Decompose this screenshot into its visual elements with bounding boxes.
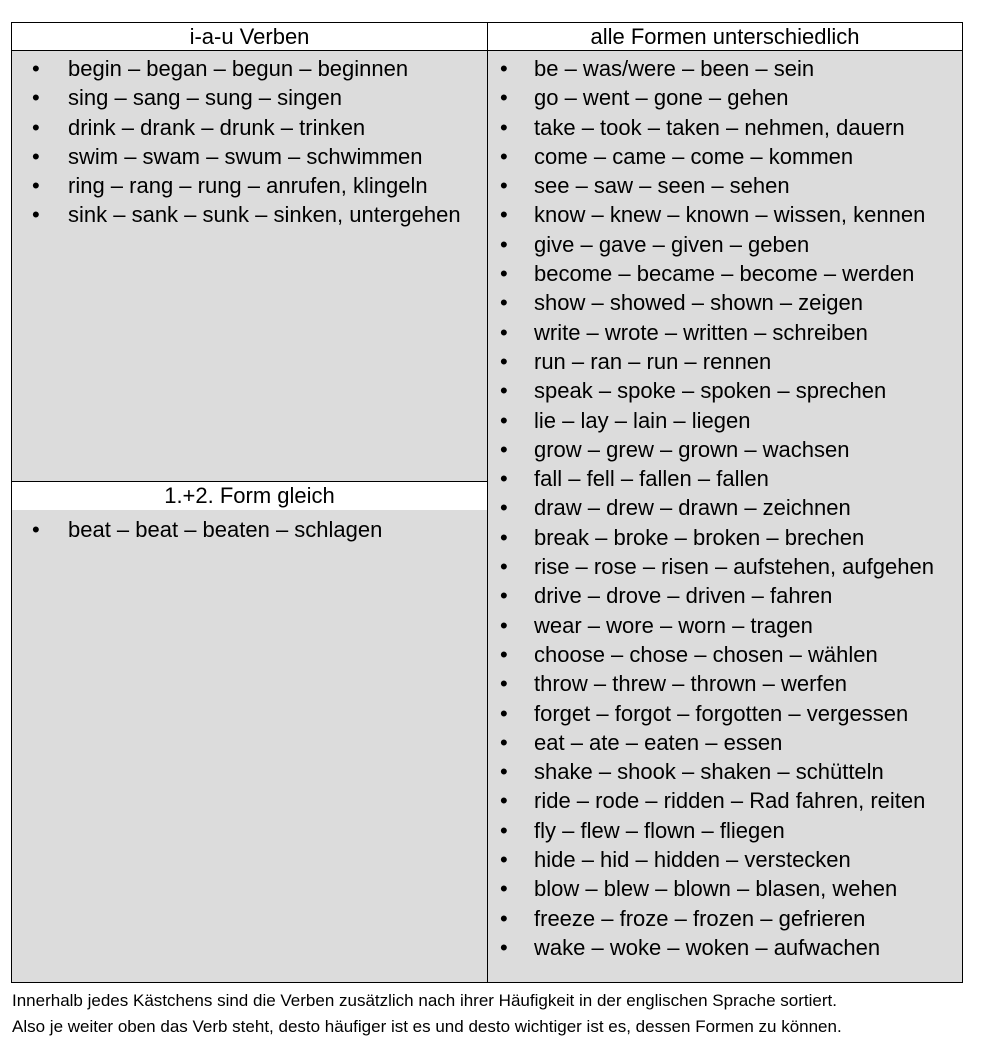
verb-item: • drink – drank – drunk – trinken xyxy=(12,113,487,142)
verb-list-i-a-u xyxy=(12,54,487,230)
verb-item: • shake – shook – shaken – schütteln xyxy=(488,757,962,786)
verb-table xyxy=(11,22,963,983)
verb-item: • ride – rode – ridden – Rad fahren, reiten xyxy=(488,786,962,815)
verb-item: • become – became – become – werden xyxy=(488,259,962,288)
verb-item: • swim – swam – swum – schwimmen xyxy=(12,142,487,171)
verb-item: • begin – began – begun – beginnen xyxy=(12,54,487,83)
right-column xyxy=(488,23,962,982)
verb-item: • sink – sank – sunk – sinken, untergehen xyxy=(12,200,487,229)
header-i-a-u-verben: i-a-u Verben xyxy=(12,23,487,51)
verb-item: • throw – threw – thrown – werfen xyxy=(488,669,962,698)
verb-item: • show – showed – shown – zeigen xyxy=(488,288,962,317)
footer-line-1: Innerhalb jedes Kästchens sind die Verben zusätzlich nach ihrer Häufigkeit in der englischen Sprache sortiert. xyxy=(12,991,837,1010)
verb-item: • see – saw – seen – sehen xyxy=(488,171,962,200)
verb-item: • blow – blew – blown – blasen, wehen xyxy=(488,874,962,903)
cell-i-a-u-verben xyxy=(12,51,487,482)
header-form-gleich: 1.+2. Form gleich xyxy=(12,482,487,510)
verb-item: • sing – sang – sung – singen xyxy=(12,83,487,112)
verb-item: • fall – fell – fallen – fallen xyxy=(488,464,962,493)
left-column xyxy=(12,23,488,982)
verb-item: • fly – flew – flown – fliegen xyxy=(488,816,962,845)
header-alle-formen: alle Formen unterschiedlich xyxy=(488,23,962,51)
footer-note xyxy=(12,988,992,1040)
verb-item: • run – ran – run – rennen xyxy=(488,347,962,376)
verb-item: • freeze – froze – frozen – gefrieren xyxy=(488,904,962,933)
verb-item: • speak – spoke – spoken – sprechen xyxy=(488,376,962,405)
verb-item: • give – gave – given – geben xyxy=(488,230,962,259)
cell-form-gleich xyxy=(12,510,487,982)
verb-item: • wake – woke – woken – aufwachen xyxy=(488,933,962,962)
verb-item: • grow – grew – grown – wachsen xyxy=(488,435,962,464)
verb-item: • choose – chose – chosen – wählen xyxy=(488,640,962,669)
verb-item: • ring – rang – rung – anrufen, klingeln xyxy=(12,171,487,200)
verb-item: • draw – drew – drawn – zeichnen xyxy=(488,493,962,522)
verb-list-form-gleich xyxy=(12,515,487,544)
verb-item: • lie – lay – lain – liegen xyxy=(488,406,962,435)
verb-item: • wear – wore – worn – tragen xyxy=(488,611,962,640)
verb-item: • beat – beat – beaten – schlagen xyxy=(12,515,487,544)
verb-item: • know – knew – known – wissen, kennen xyxy=(488,200,962,229)
verb-list-alle-formen xyxy=(488,54,962,962)
verb-item: • eat – ate – eaten – essen xyxy=(488,728,962,757)
verb-item: • hide – hid – hidden – verstecken xyxy=(488,845,962,874)
cell-alle-formen xyxy=(488,51,962,982)
verb-item: • take – took – taken – nehmen, dauern xyxy=(488,113,962,142)
verb-item: • be – was/were – been – sein xyxy=(488,54,962,83)
verb-item: • drive – drove – driven – fahren xyxy=(488,581,962,610)
verb-item: • rise – rose – risen – aufstehen, aufgehen xyxy=(488,552,962,581)
verb-item: • write – wrote – written – schreiben xyxy=(488,318,962,347)
verb-item: • break – broke – broken – brechen xyxy=(488,523,962,552)
footer-line-2: Also je weiter oben das Verb steht, desto häufiger ist es und desto wichtiger ist es, dessen Formen zu können. xyxy=(12,1017,842,1036)
verb-item: • come – came – come – kommen xyxy=(488,142,962,171)
verb-item: • go – went – gone – gehen xyxy=(488,83,962,112)
verb-item: • forget – forgot – forgotten – vergessen xyxy=(488,699,962,728)
